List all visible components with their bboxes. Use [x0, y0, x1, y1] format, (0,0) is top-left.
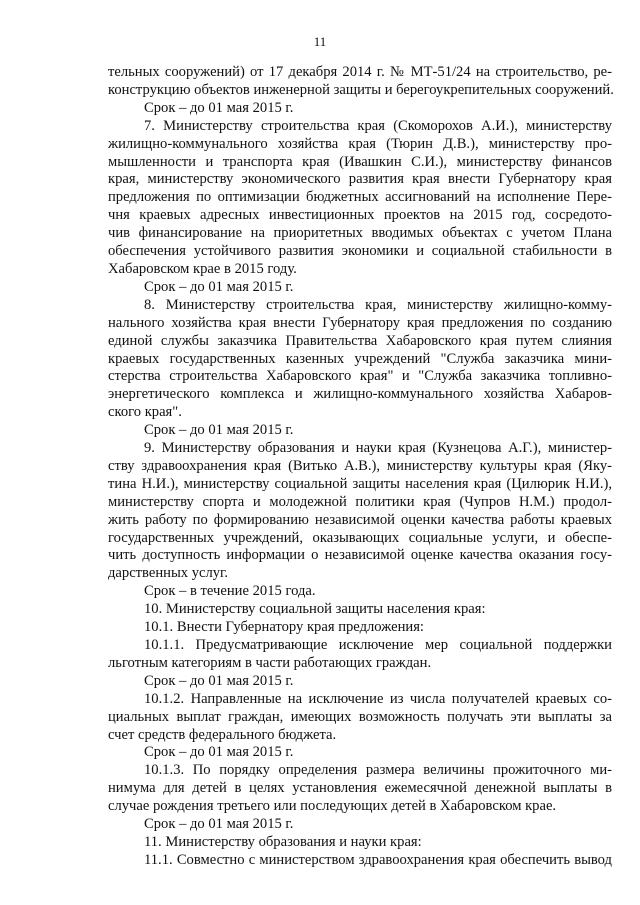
text-line: чить доступность информации о независимой оценке качества оказания госу-: [108, 547, 612, 564]
text-line: единой службы заказчика Правительства Хабаровского края путем слияния: [108, 332, 612, 349]
page-number: 11: [313, 34, 327, 49]
text-line: чня краевых адресных инвестиционных проектов на 2015 год, сосредото-: [108, 207, 612, 224]
text-line: Срок – до 01 мая 2015 г.: [144, 278, 294, 295]
text-line: жилищно-коммунального хозяйства края (Тюрин Д.В.), министерству про-: [108, 135, 612, 152]
text-line: 11. Министерству образования и науки края:: [144, 833, 422, 850]
text-line: дарственных услуг.: [108, 565, 229, 582]
text-line: случае рождения третьего или последующих детей в Хабаровском крае.: [108, 798, 557, 815]
text-line: предложения по оптимизации бюджетных ассигнований на исполнение Пере-: [108, 189, 612, 206]
text-line: конструкцию объектов инженерной защиты и берегоукрепительных сооружений.: [108, 81, 614, 98]
text-line: Срок – в течение 2015 года.: [144, 583, 316, 600]
text-line: жить работу по формированию независимой оценки качества работы краевых: [108, 511, 612, 528]
text-line: циальных выплат граждан, имеющих возможность получать эти выплаты за: [108, 708, 612, 725]
text-line: 10. Министерству социальной защиты населения края:: [144, 601, 486, 618]
text-line: края, министерству экономического развития края внести Губернатору края: [108, 171, 612, 188]
text-line: министерству спорта и молодежной политики края (Чупров Н.М.) продол-: [108, 493, 612, 510]
text-line: Срок – до 01 мая 2015 г.: [144, 816, 294, 833]
text-line: нимума для детей в целях установления ежемесячной денежной выплаты в: [108, 780, 612, 797]
text-line: энергетического комплекса и жилищно-коммунального хозяйства Хабаров-: [108, 386, 612, 403]
text-line: 9. Министерству образования и науки края (Кузнецова А.Г.), министер-: [144, 440, 612, 457]
document-body: [108, 64, 612, 870]
text-line: тельных сооружений) от 17 декабря 2014 г. № МТ-51/24 на строительство, ре-: [108, 64, 612, 80]
text-line: Срок – до 01 мая 2015 г.: [144, 744, 294, 761]
text-line: 10.1.1. Предусматривающие исключение мер социальной поддержки: [144, 637, 612, 653]
text-line: 10.1. Внести Губернатору края предложения:: [144, 619, 424, 636]
text-line: ству здравоохранения края (Витько А.В.), министерству культуры края (Яку-: [108, 457, 612, 474]
text-line: мышленности и транспорта края (Ивашкин С.И.), министерству финансов: [108, 153, 612, 170]
text-line: 8. Министерству строительства края, министерству жилищно-комму-: [144, 296, 612, 313]
text-line: льготным категориям в части работающих граждан.: [108, 654, 432, 671]
text-line: краевых государственных казенных учреждений "Служба заказчика мини-: [108, 350, 612, 367]
text-line: чив финансирование на приоритетных вводимых объектах с учетом Плана: [108, 225, 612, 242]
text-line: ского края".: [108, 404, 182, 421]
text-line: стерства строительства Хабаровского края" и "Служба заказчика топливно-: [108, 368, 612, 385]
text-line: Срок – до 01 мая 2015 г.: [144, 672, 294, 689]
text-line: нального хозяйства края внести Губернатору края предложения по созданию: [108, 314, 612, 331]
text-line: государственных учреждений, оказывающих социальные услуги, и обеспе-: [108, 529, 612, 546]
text-line: 7. Министерству строительства края (Скоморохов А.И.), министерству: [144, 117, 612, 134]
text-line: 10.1.2. Направленные на исключение из числа получателей краевых со-: [144, 690, 612, 707]
text-line: обеспечения устойчивого развития экономики и социальной стабильности в: [108, 243, 612, 260]
text-line: 10.1.3. По порядку определения размера величины прожиточного ми-: [144, 762, 612, 779]
text-line: тина Н.И.), министерству социальной защиты населения края (Цилюрик Н.И.),: [108, 475, 612, 492]
text-line: Срок – до 01 мая 2015 г.: [144, 99, 294, 116]
text-line: счет средств федерального бюджета.: [108, 726, 337, 743]
text-line: Хабаровском крае в 2015 году.: [108, 260, 297, 277]
text-line: Срок – до 01 мая 2015 г.: [144, 422, 294, 439]
text-line: 11.1. Совместно с министерством здравоохранения края обеспечить вывод: [144, 851, 612, 868]
